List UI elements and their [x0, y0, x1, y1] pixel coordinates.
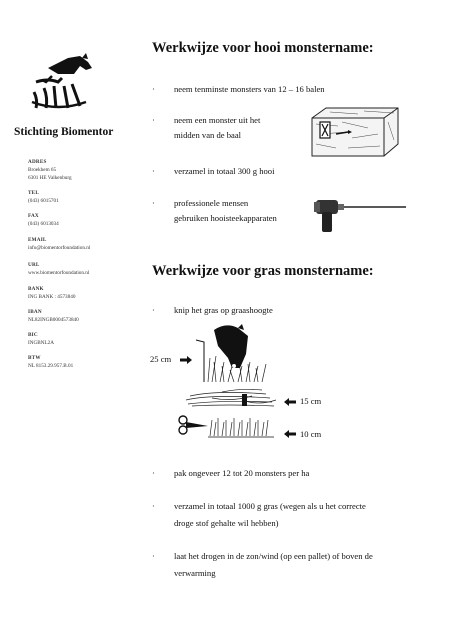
sidebar-label: FAX	[28, 213, 39, 219]
sidebar-block-adres	[28, 158, 72, 182]
sidebar-label: BANK	[28, 286, 44, 292]
sidebar-label: IBAN	[28, 309, 42, 315]
sidebar-block-email	[28, 236, 90, 252]
sidebar-value: NL 8153.29.957.B.01	[28, 363, 74, 369]
sidebar-value: (043) 6013034	[28, 221, 59, 227]
sidebar-value: ING BANK : 4573840	[28, 294, 76, 300]
sidebar-label: EMAIL	[28, 237, 47, 243]
gras-heading: Werkwijze voor gras monstername:	[152, 263, 374, 279]
cow-grazing-illustration	[196, 322, 270, 382]
sidebar-label: URL	[28, 262, 40, 268]
scissors-grass-illustration	[178, 412, 278, 438]
sidebar-value: NL82INGB0004573840	[28, 317, 79, 323]
sidebar-block-url	[28, 261, 89, 277]
sidebar-block-iban	[28, 308, 79, 324]
biomentor-logo	[28, 52, 98, 112]
sidebar-label: ADRES	[28, 159, 47, 165]
sidebar-label: BTW	[28, 355, 41, 361]
label-10cm: 10 cm	[300, 429, 322, 439]
hay-probe-illustration	[312, 194, 408, 236]
sidebar-value: info@biomentorfoundation.nl	[28, 245, 91, 251]
sidebar-block-bic	[28, 331, 54, 347]
arrow-left-icon	[284, 398, 296, 406]
arrow-right-icon	[180, 356, 192, 364]
hay-bale-illustration	[308, 104, 402, 160]
sidebar-label: TEL	[28, 190, 39, 196]
sidebar-value: (043) 6015701	[28, 198, 59, 204]
sidebar-value: INGBNL2A	[28, 340, 54, 346]
sidebar-value: Broekhem 65	[28, 167, 57, 173]
hooi-heading: Werkwijze voor hooi monstername:	[152, 40, 374, 56]
sidebar-value: www.biomentorfoundation.nl	[28, 270, 90, 276]
label-15cm: 15 cm	[300, 396, 322, 406]
arrow-left-icon-2	[284, 430, 296, 438]
sidebar-block-bank	[28, 285, 75, 301]
cut-grass-bundle-illustration	[182, 388, 278, 410]
sidebar-value: 6301 HE Valkenburg	[28, 175, 72, 181]
sidebar-label: BIC	[28, 332, 38, 338]
org-name: Stichting Biomentor	[14, 126, 114, 138]
label-25cm: 25 cm	[150, 354, 172, 364]
sidebar-block-fax	[28, 212, 59, 228]
sidebar-block-btw	[28, 354, 73, 370]
sidebar-block-tel	[28, 189, 59, 205]
